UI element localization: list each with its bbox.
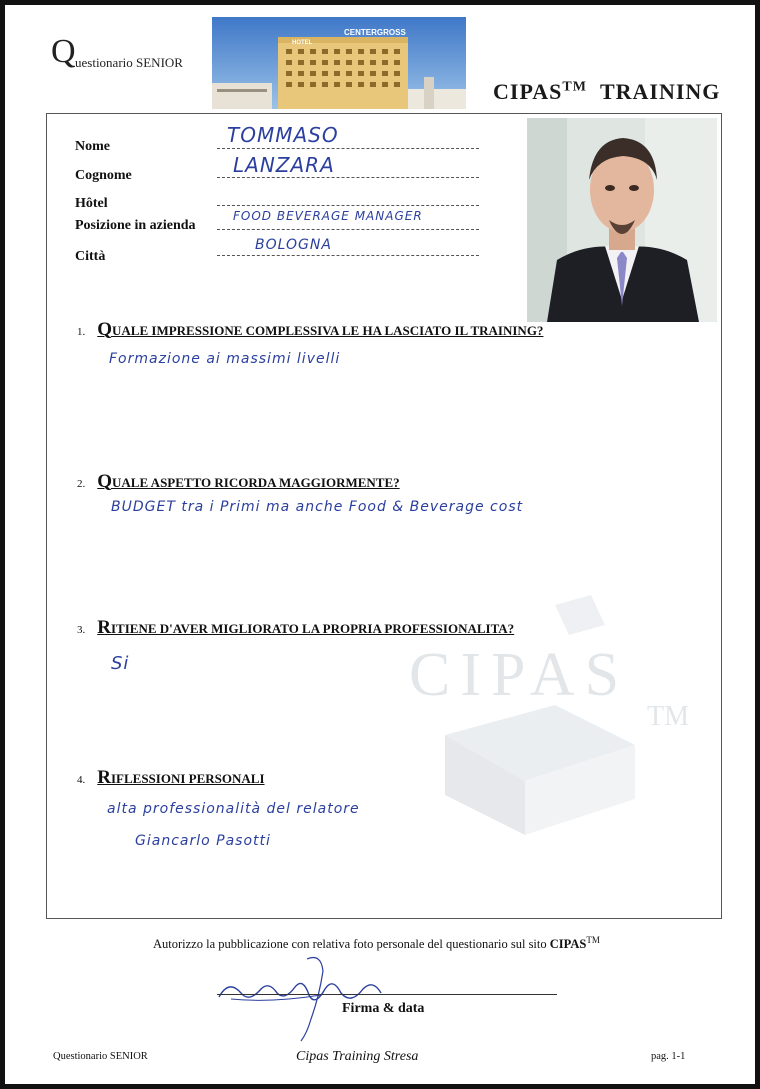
question-4-initial: R — [97, 767, 111, 788]
watermark-tm: TM — [647, 701, 689, 732]
field-line-hotel — [217, 205, 479, 206]
footer-left: Questionario SENIOR — [53, 1051, 148, 1062]
question-1-text: UALE IMPRESSIONE COMPLESSIVA LE HA LASCIATO IL TRAINING? — [112, 323, 544, 338]
answer-3: Si — [111, 653, 130, 674]
question-4 — [77, 767, 265, 789]
question-4-text: IFLESSIONI PERSONALI — [110, 771, 265, 786]
answer-2: BUDGET tra i Primi ma anche Food & Beverage cost — [111, 499, 524, 515]
question-1 — [77, 319, 543, 341]
field-line-nome — [217, 148, 479, 149]
brand-suffix: TRAINING — [599, 79, 721, 104]
answer-1: Formazione ai massimi livelli — [109, 351, 341, 367]
brand-name: CIPAS — [493, 79, 563, 104]
field-line-posizione — [217, 229, 479, 230]
cipas-watermark — [405, 585, 725, 865]
field-line-citta — [217, 255, 479, 256]
question-2-text: UALE ASPETTO RICORDA MAGGIORMENTE? — [112, 475, 400, 490]
brand-title — [493, 79, 720, 105]
field-label-cognome: Cognome — [75, 168, 132, 183]
question-2 — [77, 471, 400, 493]
question-3-text: ITIENE D'AVER MIGLIORATO LA PROPRIA PROFESSIONALITA? — [110, 621, 515, 636]
handwritten-signature — [211, 949, 411, 1045]
field-label-posizione: Posizione in azienda — [75, 218, 196, 233]
signature-line — [217, 994, 557, 995]
hotel-sign-hotel: HOTEL — [292, 40, 313, 46]
question-4-number: 4. — [77, 774, 86, 786]
field-value-nome: TOMMASO — [227, 123, 339, 147]
signature-label: Firma & data — [342, 1001, 425, 1016]
question-1-number: 1. — [77, 326, 86, 338]
footer-center: Cipas Training Stresa — [296, 1049, 419, 1064]
hotel-sign-name: CENTERGROSS — [344, 28, 406, 37]
hotel-building-illustration — [212, 17, 466, 109]
logo-initial: Q — [51, 33, 76, 70]
answer-4-line-1: alta professionalità del relatore — [107, 801, 360, 817]
field-value-cognome: LANZARA — [233, 153, 335, 177]
field-label-citta: Città — [75, 249, 106, 264]
field-label-nome: Nome — [75, 139, 110, 154]
watermark-illustration — [405, 585, 725, 865]
portrait-photo — [527, 118, 717, 322]
logo-text: uestionario SENIOR — [75, 55, 183, 70]
field-line-cognome — [217, 177, 479, 178]
hotel-photo — [212, 17, 466, 109]
field-label-hotel: Hôtel — [75, 196, 108, 211]
question-2-initial: Q — [97, 471, 113, 492]
field-value-citta: BOLOGNA — [255, 237, 332, 253]
question-3-number: 3. — [77, 624, 86, 636]
watermark-text: CIPAS — [409, 641, 630, 709]
answer-4-line-2: Giancarlo Pasotti — [135, 833, 271, 849]
consent-tm: TM — [586, 935, 600, 945]
consent-site: CIPAS — [549, 937, 587, 952]
question-3-initial: R — [97, 617, 111, 638]
brand-tm: TM — [562, 79, 587, 95]
footer-page-number: pag. 1-1 — [651, 1051, 686, 1062]
field-value-posizione: FOOD BEVERAGE MANAGER — [233, 209, 423, 223]
question-1-initial: Q — [97, 319, 113, 340]
consent-text: Autorizzo la pubblicazione con relativa foto personale del questionario sul sito — [153, 937, 550, 952]
question-2-number: 2. — [77, 478, 86, 490]
portrait-illustration — [527, 118, 717, 322]
